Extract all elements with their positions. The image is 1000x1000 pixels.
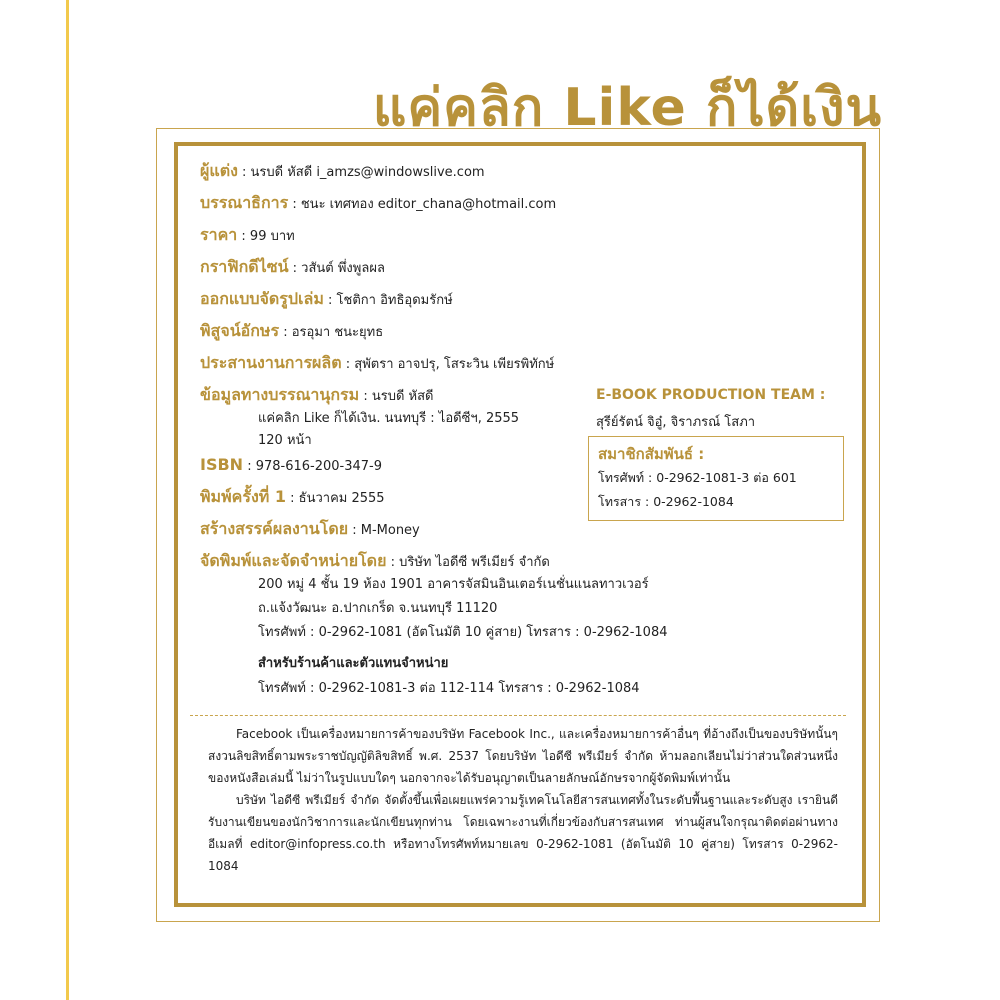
page-spine-line — [66, 0, 69, 1000]
credit-author: ผู้แต่ง : นรบดี หัสดี i_amzs@windowslive.com — [200, 161, 485, 180]
dashed-divider — [190, 715, 846, 716]
shop-title: สำหรับร้านค้าและตัวแทนจำหน่าย — [258, 656, 449, 671]
member-fax: โทรสาร : 0-2962-1084 — [598, 494, 734, 509]
publisher-address-line: 200 หมู่ 4 ชั้น 19 ห้อง 1901 อาคารจัสมินอินเตอร์เนชั่นแนลทาวเวอร์ — [258, 577, 649, 592]
credit-price: ราคา : 99 บาท — [200, 225, 295, 244]
trademark-notice: Facebook เป็นเครื่องหมายการค้าของบริษัท Facebook Inc., และเครื่องหมายการค้าอื่นๆ ที่อ้างถึงเป็นของบริษัทนั้นๆ สงวนลิขสิทธิ์ตามพระราชบัญญัติลิขสิทธิ์ พ.ศ. 2537 โดยบริษัท ไอดีซี พรีเมียร์ จำกัด ห้ามลอกเลียนไม่ว่าส่วนใดส่วนหนึ่งของหนังสือเล่มนี้ ไม่ว่าในรูปแบบใดๆ นอกจากจะได้รับอนุญาตเป็นลายลักษณ์อักษรจากผู้จัดพิมพ์เท่านั้น — [208, 727, 838, 785]
book-title: แค่คลิก Like ก็ได้เงิน — [372, 78, 882, 138]
creator: สร้างสรรค์ผลงานโดย : M-Money — [200, 519, 420, 538]
credit-editor: บรรณาธิการ : ชนะ เทศทอง editor_chana@hotmail.com — [200, 193, 557, 212]
publisher-address-line: ถ.แจ้งวัฒนะ อ.ปากเกร็ด จ.นนทบุรี 11120 — [258, 601, 498, 616]
credit-bibliographic: ข้อมูลทางบรรณานุกรม : นรบดี หัสดี — [200, 385, 434, 404]
publisher: จัดพิมพ์และจัดจำหน่ายโดย : บริษัท ไอดีซี พรีเมียร์ จำกัด — [200, 551, 550, 570]
ebook-team-names: สุรีย์รัตน์ จิอู๋, จิราภรณ์ โสภา — [596, 415, 756, 430]
member-phone: โทรศัพท์ : 0-2962-1081-3 ต่อ 601 — [598, 470, 797, 485]
print-edition: พิมพ์ครั้งที่ 1 : ธันวาคม 2555 — [200, 487, 385, 506]
notice-block — [208, 723, 838, 877]
member-relations-title: สมาชิกสัมพันธ์ : — [598, 445, 705, 463]
company-notice: บริษัท ไอดีซี พรีเมียร์ จำกัด จัดตั้งขึ้นเพื่อเผยแพร่ความรู้เทคโนโลยีสารสนเทศทั้งในระดับพื้นฐานและระดับสูง เรายินดีรับงานเขียนของนักวิชาการและนักเขียนทุกท่าน โดยเฉพาะงานที่เกี่ยวข้องกับสารสนเทศ ท่านผู้สนใจกรุณาติดต่อผ่านทางอีเมลที่ editor@infopress.co.th หรือทางโทรศัพท์หมายเลข 0-2962-1081 (อัตโนมัติ 10 คู่สาย) โทรสาร 0-2962-1084 — [208, 793, 838, 873]
credit-production-coordinator: ประสานงานการผลิต : สุพัตรา อาจปรุ, โสระวิน เพียรพิทักษ์ — [200, 353, 555, 372]
credit-proofreader: พิสูจน์อักษร : อรอุมา ชนะยุทธ — [200, 321, 384, 340]
publisher-phone-line: โทรศัพท์ : 0-2962-1081 (อัตโนมัติ 10 คู่สาย) โทรสาร : 0-2962-1084 — [258, 625, 668, 640]
bibliographic-line: 120 หน้า — [258, 433, 312, 448]
bibliographic-line: แค่คลิก Like ก็ได้เงิน. นนทบุรี : ไอดีซีฯ, 2555 — [258, 411, 520, 426]
ebook-team-title: E-BOOK PRODUCTION TEAM : — [596, 387, 826, 403]
credit-graphic-design: กราฟิกดีไซน์ : วสันต์ พึ่งพูลผล — [200, 257, 385, 276]
shop-phone-line: โทรศัพท์ : 0-2962-1081-3 ต่อ 112-114 โทรสาร : 0-2962-1084 — [258, 681, 640, 696]
isbn: ISBN : 978-616-200-347-9 — [200, 455, 382, 474]
credit-layout: ออกแบบจัดรูปเล่ม : โชติกา อิทธิอุดมรักษ์ — [200, 289, 453, 308]
